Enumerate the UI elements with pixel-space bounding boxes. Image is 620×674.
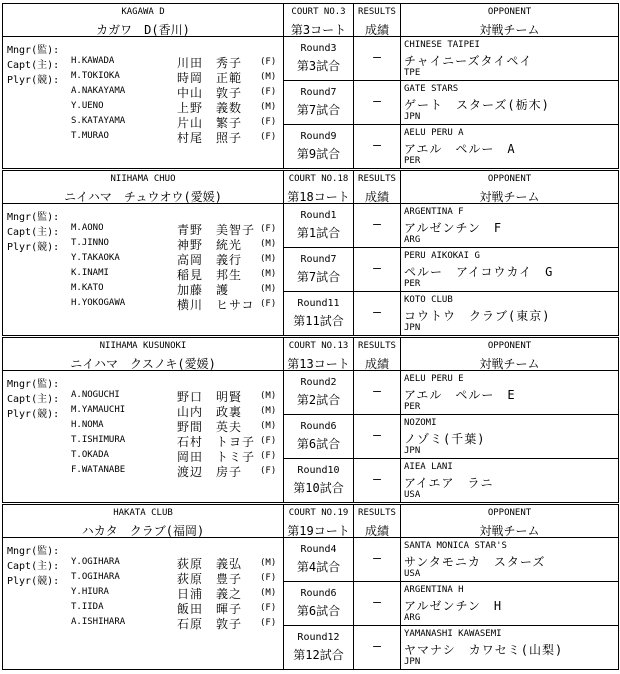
- player-gender: (F): [260, 436, 277, 446]
- player-gender: (F): [260, 299, 277, 309]
- opponent-cell: [401, 81, 618, 125]
- results-label-jp: 成績: [364, 190, 389, 204]
- player-gender: (F): [260, 117, 277, 127]
- court-column: [284, 4, 354, 168]
- player-gender: (F): [260, 573, 277, 583]
- opponent-name-en: GATE STARS: [404, 84, 459, 94]
- opponent-country: ARG: [404, 235, 421, 245]
- opponent-name-jp: ヤマナシ カワセミ(山梨): [404, 643, 564, 657]
- role-captain: Capt(主):: [7, 227, 60, 238]
- opponent-header: [401, 338, 618, 371]
- player-name-jp: 村尾 照子: [177, 131, 243, 145]
- opponent-label: OPPONENT: [487, 174, 532, 184]
- team-block: [2, 337, 619, 503]
- player-name-en: M.AONO: [71, 223, 104, 233]
- results-label: RESULTS: [358, 508, 396, 518]
- player-name-en: A.ISHIHARA: [71, 617, 126, 627]
- round-number: Round10: [297, 465, 340, 476]
- results-header: [354, 4, 400, 37]
- opponent-country: JPN: [404, 112, 421, 122]
- opponent-name-en: ARGENTINA H: [404, 585, 464, 595]
- team-name-jp: ハカタ クラブ(福岡): [81, 524, 205, 538]
- result-cell: [354, 626, 400, 671]
- opponent-country: ARG: [404, 613, 421, 623]
- opponent-name-jp: アルゼンチン F: [404, 221, 503, 235]
- player-name-jp: 山内 政裏: [177, 405, 243, 419]
- round-cell: [284, 371, 353, 415]
- player-name-en: T.IIDA: [71, 602, 104, 612]
- round-cell: [284, 415, 353, 459]
- results-header: [354, 171, 400, 204]
- player-name-jp: 野間 英夫: [177, 420, 243, 434]
- opponent-label-jp: 対戦チーム: [479, 190, 540, 204]
- opponent-name-jp: コウトウ クラブ(東京): [404, 309, 551, 323]
- player-gender: (M): [260, 391, 277, 401]
- result-cell: [354, 37, 400, 81]
- result-value: —: [373, 428, 381, 443]
- player-name-jp: 岡田 トミ子: [177, 450, 256, 464]
- court-header: [284, 505, 353, 538]
- round-number: Round6: [300, 588, 337, 599]
- player-name-jp: 中山 敦子: [177, 86, 243, 100]
- opponent-cell: [401, 459, 618, 504]
- results-header: [354, 505, 400, 538]
- opponent-label: OPPONENT: [487, 7, 532, 17]
- team-name-jp: ニイハマ クスノキ(愛媛): [70, 357, 216, 371]
- court-number-jp: 第19コート: [287, 524, 350, 538]
- player-name-en: K.INAMI: [71, 268, 109, 278]
- player-name-en: F.WATANABE: [71, 465, 126, 475]
- opponent-name-jp: ペルー アイコウカイ G: [404, 265, 554, 279]
- opponent-name-en: AIEA LANI: [404, 462, 453, 472]
- player-name-en: A.NAKAYAMA: [71, 86, 126, 96]
- results-label-jp: 成績: [364, 357, 389, 371]
- result-value: —: [373, 305, 381, 320]
- result-cell: [354, 125, 400, 170]
- court-header: [284, 338, 353, 371]
- opponent-name-jp: チャイニーズタイペイ: [404, 54, 533, 68]
- court-number: COURT NO.13: [288, 341, 349, 351]
- player-name-jp: 横川 ヒサコ: [177, 298, 255, 312]
- court-header: [284, 171, 353, 204]
- court-header: [284, 4, 353, 37]
- player-name-en: A.NOGUCHI: [71, 390, 120, 400]
- opponent-cell: [401, 204, 618, 248]
- result-cell: [354, 248, 400, 292]
- opponent-name-en: SANTA MONICA STAR'S: [404, 541, 507, 551]
- results-column: [354, 338, 401, 502]
- round-cell: [284, 538, 353, 582]
- court-number: COURT NO.18: [288, 174, 349, 184]
- court-column: [284, 505, 354, 669]
- round-number: Round9: [300, 131, 337, 142]
- team-name-en: KAGAWA D: [121, 7, 165, 17]
- team-header: [3, 4, 283, 37]
- player-name-en: S.KATAYAMA: [71, 116, 126, 126]
- opponent-country: PER: [404, 156, 421, 166]
- player-gender: (M): [260, 269, 277, 279]
- results-column: [354, 4, 401, 168]
- opponent-name-en: CHINESE TAIPEI: [404, 40, 480, 50]
- player-name-jp: 石原 敦子: [177, 617, 243, 631]
- round-number: Round2: [300, 377, 337, 388]
- team-block: [2, 170, 619, 336]
- result-value: —: [373, 472, 381, 487]
- opponent-header: [401, 505, 618, 538]
- role-captain: Capt(主):: [7, 561, 60, 572]
- opponent-cell: [401, 538, 618, 582]
- round-cell: [284, 125, 353, 170]
- round-number: Round7: [300, 87, 337, 98]
- opponent-name-jp: サンタモニカ スターズ: [404, 555, 546, 569]
- opponent-name-jp: ノゾミ(千葉): [404, 432, 486, 446]
- round-number: Round7: [300, 254, 337, 265]
- player-gender: (F): [260, 224, 277, 234]
- round-number-jp: 第12試合: [293, 648, 344, 662]
- player-name-jp: 青野 美智子: [177, 223, 256, 237]
- round-number: Round1: [300, 210, 337, 221]
- opponent-cell: [401, 292, 618, 337]
- team-info: [3, 171, 284, 335]
- player-name-jp: 荻原 義弘: [177, 557, 243, 571]
- opponent-label-jp: 対戦チーム: [479, 357, 540, 371]
- player-gender: (M): [260, 239, 277, 249]
- player-gender: (F): [260, 466, 277, 476]
- round-number-jp: 第7試合: [296, 270, 341, 284]
- player-name-en: H.KAWADA: [71, 56, 115, 66]
- opponent-country: PER: [404, 279, 421, 289]
- player-name-en: T.JINNO: [71, 238, 109, 248]
- opponent-name-en: PERU AIKOKAI G: [404, 251, 480, 261]
- role-captain: Capt(主):: [7, 60, 60, 71]
- role-manager: Mngr(監):: [7, 379, 60, 390]
- opponent-cell: [401, 582, 618, 626]
- team-header: [3, 505, 283, 538]
- opponent-name-en: AELU PERU E: [404, 374, 464, 384]
- player-gender: (F): [260, 451, 277, 461]
- player-gender: (M): [260, 284, 277, 294]
- player-name-en: T.ISHIMURA: [71, 435, 126, 445]
- opponent-column: [401, 338, 618, 502]
- team-name-en: NIIHAMA KUSUNOKI: [99, 341, 187, 351]
- player-name-jp: 川田 秀子: [177, 56, 243, 70]
- player-name-jp: 稲見 邦生: [177, 268, 243, 282]
- result-cell: [354, 538, 400, 582]
- player-name-jp: 飯田 暉子: [177, 602, 243, 616]
- round-number-jp: 第10試合: [293, 481, 344, 495]
- opponent-name-en: YAMANASHI KAWASEMI: [404, 629, 502, 639]
- round-number: Round3: [300, 43, 337, 54]
- round-cell: [284, 459, 353, 504]
- results-column: [354, 505, 401, 669]
- player-name-jp: 石村 トヨ子: [177, 435, 256, 449]
- opponent-name-en: KOTO CLUB: [404, 295, 453, 305]
- role-manager: Mngr(監):: [7, 212, 60, 223]
- role-manager: Mngr(監):: [7, 546, 60, 557]
- team-name-en: HAKATA CLUB: [113, 508, 173, 518]
- player-gender: (F): [260, 57, 277, 67]
- player-name-en: T.MURAO: [71, 131, 109, 141]
- team-name-en: NIIHAMA CHUO: [110, 174, 176, 184]
- results-column: [354, 171, 401, 335]
- opponent-name-jp: アエル ペルー A: [404, 142, 516, 156]
- results-label: RESULTS: [358, 7, 396, 17]
- court-number-jp: 第3コート: [290, 23, 347, 37]
- team-info: [3, 4, 284, 168]
- court-number: COURT NO.3: [291, 7, 346, 17]
- player-name-en: Y.HIURA: [71, 587, 109, 597]
- role-players: Plyr(競):: [7, 576, 60, 587]
- player-gender: (M): [260, 421, 277, 431]
- player-name-jp: 加藤 護: [177, 283, 230, 297]
- round-cell: [284, 204, 353, 248]
- player-gender: (M): [260, 102, 277, 112]
- court-column: [284, 338, 354, 502]
- opponent-country: TPE: [404, 68, 421, 78]
- round-number-jp: 第1試合: [296, 226, 341, 240]
- player-gender: (M): [260, 588, 277, 598]
- opponent-column: [401, 4, 618, 168]
- court-number: COURT NO.19: [288, 508, 349, 518]
- role-manager: Mngr(監):: [7, 45, 60, 56]
- player-name-jp: 野口 明賢: [177, 390, 243, 404]
- player-name-en: M.TOKIOKA: [71, 71, 120, 81]
- result-value: —: [373, 595, 381, 610]
- player-gender: (F): [260, 603, 277, 613]
- player-gender: (F): [260, 132, 277, 142]
- round-number-jp: 第9試合: [296, 147, 341, 161]
- player-name-jp: 日浦 義之: [177, 587, 243, 601]
- court-column: [284, 171, 354, 335]
- result-value: —: [373, 138, 381, 153]
- player-name-jp: 神野 統光: [177, 238, 243, 252]
- round-cell: [284, 582, 353, 626]
- round-cell: [284, 626, 353, 671]
- opponent-column: [401, 505, 618, 669]
- opponent-cell: [401, 415, 618, 459]
- round-number: Round12: [297, 632, 340, 643]
- round-cell: [284, 37, 353, 81]
- role-players: Plyr(競):: [7, 409, 60, 420]
- round-number-jp: 第3試合: [296, 59, 341, 73]
- role-players: Plyr(競):: [7, 242, 60, 253]
- opponent-cell: [401, 371, 618, 415]
- opponent-header: [401, 4, 618, 37]
- round-number-jp: 第7試合: [296, 103, 341, 117]
- player-gender: (M): [260, 254, 277, 264]
- round-number: Round4: [300, 544, 337, 555]
- player-gender: (M): [260, 406, 277, 416]
- round-cell: [284, 248, 353, 292]
- player-gender: (F): [260, 87, 277, 97]
- team-header: [3, 171, 283, 204]
- player-name-en: Y.OGIHARA: [71, 557, 120, 567]
- opponent-label-jp: 対戦チーム: [479, 524, 540, 538]
- team-header: [3, 338, 283, 371]
- results-label: RESULTS: [358, 341, 396, 351]
- round-cell: [284, 292, 353, 337]
- result-cell: [354, 204, 400, 248]
- results-label-jp: 成績: [364, 23, 389, 37]
- player-gender: (F): [260, 618, 277, 628]
- opponent-cell: [401, 248, 618, 292]
- result-value: —: [373, 384, 381, 399]
- player-name-en: H.NOMA: [71, 420, 104, 430]
- team-info: [3, 338, 284, 502]
- court-number-jp: 第18コート: [287, 190, 350, 204]
- player-name-jp: 時岡 正範: [177, 71, 243, 85]
- team-block: [2, 504, 619, 670]
- opponent-label-jp: 対戦チーム: [479, 23, 540, 37]
- player-name-en: H.YOKOGAWA: [71, 298, 126, 308]
- opponent-name-jp: アエル ペルー E: [404, 388, 516, 402]
- results-label: RESULTS: [358, 174, 396, 184]
- result-value: —: [373, 50, 381, 65]
- opponent-name-jp: アイエア ラニ: [404, 476, 494, 490]
- result-value: —: [373, 551, 381, 566]
- result-cell: [354, 459, 400, 504]
- player-name-jp: 高岡 義行: [177, 253, 243, 267]
- player-name-en: M.YAMAUCHI: [71, 405, 126, 415]
- opponent-country: JPN: [404, 657, 421, 667]
- player-name-en: Y.TAKAOKA: [71, 253, 120, 263]
- player-gender: (M): [260, 72, 277, 82]
- opponent-name-en: AELU PERU A: [404, 128, 464, 138]
- player-gender: (M): [260, 558, 277, 568]
- round-number: Round11: [297, 298, 340, 309]
- opponent-name-jp: アルゼンチン H: [404, 599, 503, 613]
- opponent-column: [401, 171, 618, 335]
- opponent-cell: [401, 125, 618, 170]
- round-number-jp: 第11試合: [293, 314, 344, 328]
- round-number-jp: 第6試合: [296, 604, 341, 618]
- opponent-country: JPN: [404, 323, 421, 333]
- opponent-header: [401, 171, 618, 204]
- round-number-jp: 第6試合: [296, 437, 341, 451]
- court-number-jp: 第13コート: [287, 357, 350, 371]
- opponent-country: PER: [404, 402, 421, 412]
- opponent-cell: [401, 626, 618, 671]
- round-cell: [284, 81, 353, 125]
- round-number-jp: 第4試合: [296, 560, 341, 574]
- result-value: —: [373, 639, 381, 654]
- player-name-en: Y.UENO: [71, 101, 104, 111]
- team-info: [3, 505, 284, 669]
- player-name-jp: 片山 繁子: [177, 116, 243, 130]
- result-cell: [354, 81, 400, 125]
- player-name-en: T.OKADA: [71, 450, 109, 460]
- opponent-name-jp: ゲート スターズ(栃木): [404, 98, 550, 112]
- result-value: —: [373, 261, 381, 276]
- opponent-cell: [401, 37, 618, 81]
- team-block: [2, 3, 619, 169]
- results-label-jp: 成績: [364, 524, 389, 538]
- round-number: Round6: [300, 421, 337, 432]
- results-header: [354, 338, 400, 371]
- opponent-country: USA: [404, 490, 421, 500]
- player-name-en: T.OGIHARA: [71, 572, 120, 582]
- opponent-label: OPPONENT: [487, 508, 532, 518]
- role-captain: Capt(主):: [7, 394, 60, 405]
- result-cell: [354, 371, 400, 415]
- result-cell: [354, 292, 400, 337]
- result-cell: [354, 582, 400, 626]
- team-name-jp: カガワ D(香川): [96, 23, 190, 37]
- player-name-jp: 荻原 豊子: [177, 572, 243, 586]
- role-players: Plyr(競):: [7, 75, 60, 86]
- team-name-jp: ニイハマ チュウオウ(愛媛): [64, 190, 222, 204]
- result-value: —: [373, 94, 381, 109]
- player-name-en: M.KATO: [71, 283, 104, 293]
- opponent-name-en: ARGENTINA F: [404, 207, 464, 217]
- opponent-name-en: NOZOMI: [404, 418, 437, 428]
- result-cell: [354, 415, 400, 459]
- opponent-country: JPN: [404, 446, 421, 456]
- player-name-jp: 上野 義数: [177, 101, 243, 115]
- round-number-jp: 第2試合: [296, 393, 341, 407]
- player-name-jp: 渡辺 房子: [177, 465, 243, 479]
- opponent-label: OPPONENT: [487, 341, 532, 351]
- result-value: —: [373, 217, 381, 232]
- opponent-country: USA: [404, 569, 421, 579]
